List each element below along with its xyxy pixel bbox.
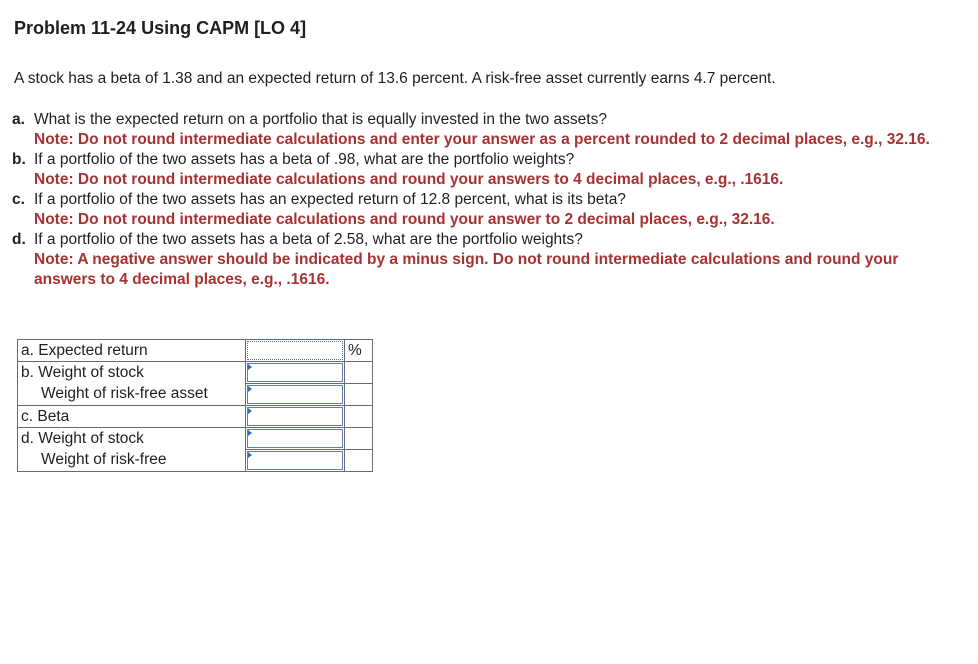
- answer-row-c-beta: [18, 406, 373, 428]
- question-list: [12, 110, 962, 290]
- answer-label: Weight of risk-free asset: [18, 384, 246, 406]
- answer-label: b. Weight of stock: [18, 362, 246, 384]
- cursor-marker-icon: [248, 452, 252, 458]
- problem-intro: A stock has a beta of 1.38 and an expected return of 13.6 percent. A risk-free asset currently earns 4.7 percent.: [14, 70, 776, 87]
- answer-cell: [246, 340, 345, 362]
- answer-row-d-weight-stock: [18, 428, 373, 450]
- question-letter: a.: [12, 111, 25, 128]
- question-letter: c.: [12, 191, 25, 208]
- expected-return-input[interactable]: [247, 341, 343, 360]
- question-d: [12, 230, 962, 290]
- answer-row-b-weight-stock: [18, 362, 373, 384]
- answer-cell: [246, 450, 345, 472]
- answer-table: [17, 339, 373, 472]
- question-note: Note: A negative answer should be indicated by a minus sign. Do not round intermediate calculations and round your answers to 4 decimal places, e.g., .1616.: [34, 251, 899, 288]
- unit-cell: [345, 384, 373, 406]
- question-c: [12, 190, 962, 230]
- question-letter: b.: [12, 151, 26, 168]
- cursor-marker-icon: [248, 364, 252, 370]
- question-letter: d.: [12, 231, 26, 248]
- unit-cell: [345, 428, 373, 450]
- answer-row-expected-return: [18, 340, 373, 362]
- d-weight-stock-input[interactable]: [247, 429, 343, 448]
- b-weight-riskfree-input[interactable]: [247, 385, 343, 404]
- question-b: [12, 150, 962, 190]
- answer-label: a. Expected return: [18, 340, 246, 362]
- problem-title: Problem 11-24 Using CAPM [LO 4]: [14, 18, 307, 38]
- unit-cell: [345, 406, 373, 428]
- question-text: What is the expected return on a portfolio that is equally invested in the two assets?: [34, 111, 607, 128]
- d-weight-riskfree-input[interactable]: [247, 451, 343, 470]
- question-text: If a portfolio of the two assets has an expected return of 12.8 percent, what is its beta?: [34, 191, 626, 208]
- question-note: Note: Do not round intermediate calculations and enter your answer as a percent rounded to 2 decimal places, e.g., 32.16.: [34, 131, 930, 148]
- unit-cell: [345, 450, 373, 472]
- cursor-marker-icon: [248, 408, 252, 414]
- cursor-marker-icon: [248, 386, 252, 392]
- answer-label: c. Beta: [18, 406, 246, 428]
- percent-unit: %: [345, 340, 373, 362]
- question-text: If a portfolio of the two assets has a beta of .98, what are the portfolio weights?: [34, 151, 575, 168]
- answer-row-d-weight-riskfree: [18, 450, 373, 472]
- answer-label: Weight of risk-free: [18, 450, 246, 472]
- cursor-marker-icon: [248, 430, 252, 436]
- c-beta-input[interactable]: [247, 407, 343, 426]
- answer-cell: [246, 384, 345, 406]
- question-a: [12, 110, 962, 150]
- b-weight-stock-input[interactable]: [247, 363, 343, 382]
- question-note: Note: Do not round intermediate calculations and round your answer to 2 decimal places, e.g., 32.16.: [34, 211, 775, 228]
- answer-label: d. Weight of stock: [18, 428, 246, 450]
- unit-cell: [345, 362, 373, 384]
- answer-cell: [246, 406, 345, 428]
- answer-cell: [246, 428, 345, 450]
- answer-cell: [246, 362, 345, 384]
- question-text: If a portfolio of the two assets has a beta of 2.58, what are the portfolio weights?: [34, 231, 583, 248]
- question-note: Note: Do not round intermediate calculations and round your answers to 4 decimal places, e.g., .1616.: [34, 171, 784, 188]
- answer-row-b-weight-riskfree: [18, 384, 373, 406]
